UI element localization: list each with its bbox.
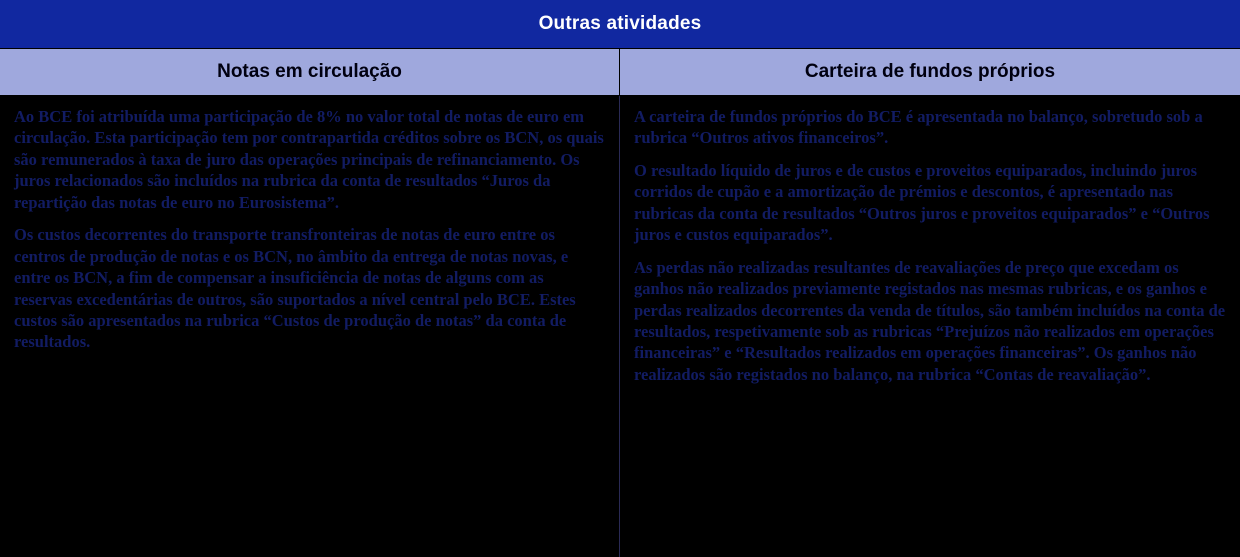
paragraph: O resultado líquido de juros e de custos e proveitos equiparados, incluindo juros corridos de cupão e a amortização de prémios e descontos, é apresentado nas rubricas da conta de resultados “Outros juros e proveitos equiparados” e “Outros juros e custos equiparados”.: [634, 160, 1210, 245]
table-body-row: [0, 96, 1240, 557]
paragraph: Os custos decorrentes do transporte transfronteiras de notas de euro entre os centros de produção de notas e os BCN, no âmbito da entrega de notas novas, e entre os BCN, a fim de compensar a insuficiência de notas de alguns com as reservas excedentárias de outros, são suportados a nível central pelo BCE. Estes custos são apresentados na rubrica “Custos de produção de notas” da conta de resultados.: [14, 225, 576, 352]
table-title: Outras atividades: [0, 0, 1240, 49]
paragraph: As perdas não realizadas resultantes de reavaliações de preço que excedam os ganhos não realizados previamente registados nas mesmas rubricas, e os ganhos e perdas realizados decorrentes da venda de títulos, são também incluídos na conta de resultados, respetivamente sob as rubricas “Prejuízos não realizados em operações financeiras” e “Resultados realizados em operações financeiras”. Os ganhos não realizados são registados no balanço, na rubrica “Contas de reavaliação”.: [634, 257, 1226, 384]
column-header-notas-em-circulacao: Notas em circulação: [0, 49, 620, 95]
cell-notas-em-circulacao: [0, 96, 620, 557]
paragraph: Ao BCE foi atribuída uma participação de 8% no valor total de notas de euro em circulação. Esta participação tem por contrapartida créditos sobre os BCN, os quais são remunerados à taxa de juro das operações principais de refinanciamento. Os juros relacionados são incluídos na rubrica da conta de resultados “Juros da repartição das notas de euro no Eurosistema”.: [14, 107, 604, 212]
cell-carteira-de-fundos-proprios: [620, 96, 1240, 557]
paragraph: A carteira de fundos próprios do BCE é apresentada no balanço, sobretudo sob a rubrica “Outros ativos financeiros”.: [634, 107, 1203, 148]
column-header-carteira-de-fundos-proprios: Carteira de fundos próprios: [620, 49, 1240, 95]
table-header-row: [0, 49, 1240, 96]
